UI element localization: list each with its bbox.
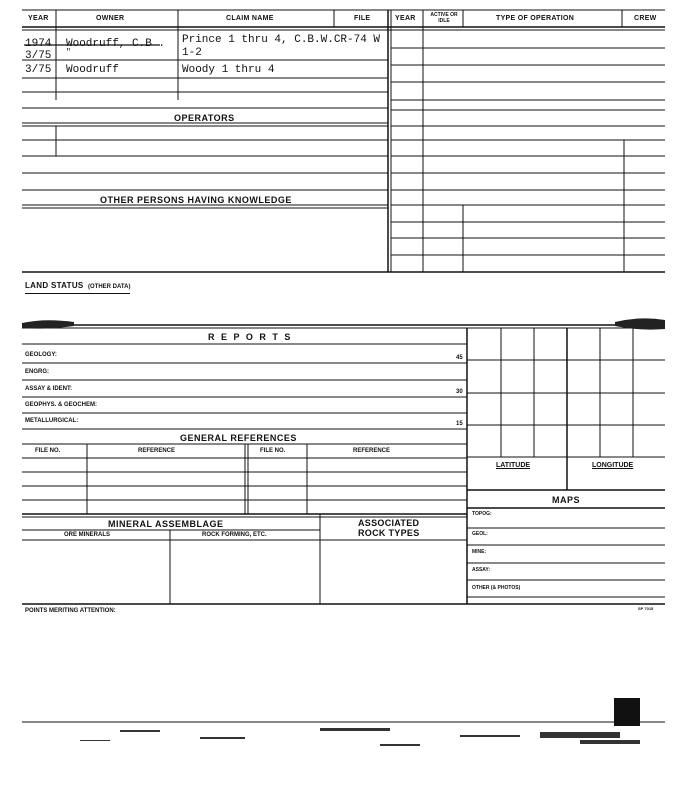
row-3-claim: Woody 1 thru 4 [182,64,275,76]
header-active-or-idle: ACTIVE OR IDLE [430,12,458,24]
ref-header-file-no-1: FILE NO. [35,448,61,454]
map-mine-label: MINE: [472,549,487,555]
report-geology-label: GEOLOGY: [25,352,57,358]
map-assay-label: ASSAY: [472,567,491,573]
associated-rock-types-line-2: ROCK TYPES [358,528,420,538]
header-claim-name: CLAIM NAME [226,15,274,22]
report-engrg-label: ENGRG: [25,369,49,375]
map-topog-label: TOPOG: [472,511,492,517]
mineral-assemblage-title: MINERAL ASSEMBLAGE [108,519,224,529]
general-references-title: GENERAL REFERENCES [180,433,297,443]
header-year: YEAR [28,15,49,22]
row-1-owner: Woodruff, C.B . [66,38,166,50]
longitude-label: LONGITUDE [592,462,634,469]
report-metallurgical-mark: 15 [456,421,463,427]
header-type-of-operation: TYPE OF OPERATION [496,15,575,22]
row-3-owner: Woodruff [66,64,119,76]
operators-title: OPERATORS [174,113,235,123]
land-status-note: (OTHER DATA) [88,284,131,290]
mineral-header-ore: ORE MINERALS [64,532,111,538]
header-year-2: YEAR [395,15,416,22]
maps-title: MAPS [552,495,581,505]
land-status-label [25,275,130,294]
associated-rock-types-line-1: ASSOCIATED [358,518,420,528]
land-status-title: LAND STATUS [25,281,84,290]
report-metallurgical-label: METALLURGICAL: [25,418,79,424]
map-other-photos-label: OTHER (& PHOTOS) [472,585,521,591]
report-geology-mark: 45 [456,355,463,361]
header-crew: CREW [634,15,657,22]
reports-title: R E P O R T S [208,332,293,342]
points-meriting-attention-label: POINTS MERITING ATTENTION: [25,608,116,614]
other-persons-title: OTHER PERSONS HAVING KNOWLEDGE [100,195,292,205]
header-owner: OWNER [96,15,125,22]
row-3-year: 3/75 [25,64,52,76]
report-geophys-label: GEOPHYS. & GEOCHEM: [25,402,98,408]
row-1-year: 1974 [25,38,52,50]
ref-header-file-no-2: FILE NO. [260,448,286,454]
form-number: SP 7015 [638,606,654,611]
latitude-label: LATITUDE [496,462,531,469]
row-2-year: 3/75 [25,50,52,62]
header-file: FILE [354,15,371,22]
report-assay-label: ASSAY & IDENT: [25,386,73,392]
ref-header-reference-2: REFERENCE [353,448,391,454]
ref-header-reference-1: REFERENCE [138,448,176,454]
row-2-owner: " [66,48,71,57]
row-1-claim: Prince 1 thru 4, C.B.W.CR-74 W [182,34,381,46]
mineral-header-rock-forming: ROCK FORMING, ETC. [202,532,267,538]
report-assay-mark: 30 [456,389,463,395]
map-geol-label: GEOL: [472,531,488,537]
row-2-claim: 1-2 [182,47,202,59]
